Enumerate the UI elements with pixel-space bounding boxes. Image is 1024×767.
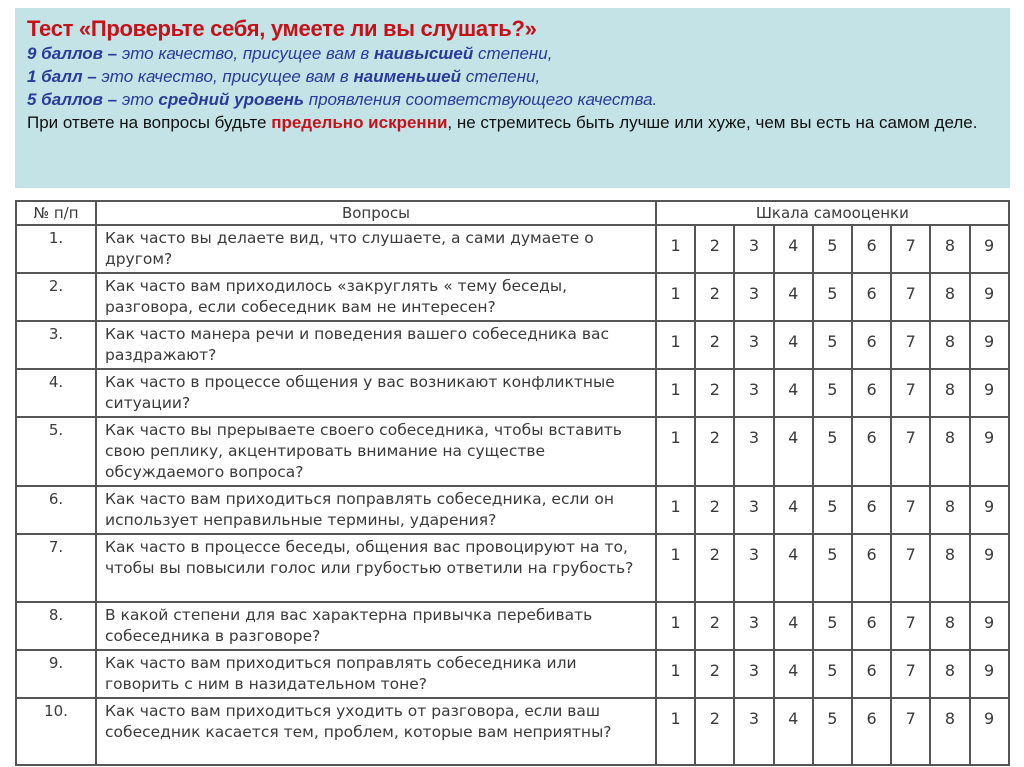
text: степени, bbox=[460, 67, 541, 86]
score-option[interactable]: 4 bbox=[774, 225, 813, 273]
score-option[interactable]: 3 bbox=[734, 650, 773, 698]
score-option[interactable]: 3 bbox=[734, 602, 773, 650]
page-title: Тест «Проверьте себя, умеете ли вы слушать?» bbox=[27, 16, 537, 41]
text: это качество, присущее вам в bbox=[117, 44, 374, 63]
question-text: Как часто манера речи и поведения вашего собеседника вас раздражают? bbox=[96, 321, 656, 369]
score-option[interactable]: 4 bbox=[774, 273, 813, 321]
score-option[interactable]: 7 bbox=[891, 602, 930, 650]
score-option[interactable]: 9 bbox=[970, 417, 1009, 486]
text: степени, bbox=[473, 44, 553, 63]
score-option[interactable]: 3 bbox=[734, 417, 773, 486]
row-number: 3. bbox=[16, 321, 96, 369]
score-option[interactable]: 4 bbox=[774, 698, 813, 765]
table-row bbox=[16, 417, 1009, 486]
col-question-header: Вопросы bbox=[96, 201, 656, 225]
question-text: Как часто вам приходилось «закруглять « тему беседы, разговора, если собеседник вам не интересен? bbox=[96, 273, 656, 321]
score-option[interactable]: 8 bbox=[930, 698, 969, 765]
scale-note-5 bbox=[27, 88, 998, 111]
score-option[interactable]: 8 bbox=[930, 486, 969, 534]
score-option[interactable]: 9 bbox=[970, 534, 1009, 602]
table-row bbox=[16, 534, 1009, 602]
col-scale-header: Шкала самооценки bbox=[656, 201, 1009, 225]
text: , не стремитесь быть лучше или хуже, чем вы есть на самом деле. bbox=[447, 113, 978, 132]
table-row bbox=[16, 273, 1009, 321]
table-row bbox=[16, 225, 1009, 273]
score-option[interactable]: 7 bbox=[891, 534, 930, 602]
row-number: 1. bbox=[16, 225, 96, 273]
scale-note-9 bbox=[27, 42, 998, 65]
score-option[interactable]: 1 bbox=[656, 321, 695, 369]
score-option[interactable]: 5 bbox=[813, 534, 852, 602]
score-option[interactable]: 1 bbox=[656, 534, 695, 602]
score-option[interactable]: 1 bbox=[656, 369, 695, 417]
question-text: Как часто в процессе беседы, общения вас провоцируют на то, чтобы вы повысили голос или грубостью ответили на грубость? bbox=[96, 534, 656, 602]
score-option[interactable]: 8 bbox=[930, 602, 969, 650]
score-option[interactable]: 9 bbox=[970, 602, 1009, 650]
score-option[interactable]: 3 bbox=[734, 321, 773, 369]
score-option[interactable]: 8 bbox=[930, 650, 969, 698]
score-option[interactable]: 5 bbox=[813, 369, 852, 417]
score-option[interactable]: 6 bbox=[852, 321, 891, 369]
score-option[interactable]: 2 bbox=[695, 602, 734, 650]
scale-note-1 bbox=[27, 65, 998, 88]
score-option[interactable]: 5 bbox=[813, 698, 852, 765]
score-option[interactable]: 5 bbox=[813, 321, 852, 369]
row-number: 10. bbox=[16, 698, 96, 765]
score-option[interactable]: 2 bbox=[695, 225, 734, 273]
score-option[interactable]: 7 bbox=[891, 369, 930, 417]
emphasis: средний уровень bbox=[158, 90, 305, 109]
question-text: В какой степени для вас характерна привычка перебивать собеседника в разговоре? bbox=[96, 602, 656, 650]
score-option[interactable]: 3 bbox=[734, 273, 773, 321]
score-option[interactable]: 4 bbox=[774, 650, 813, 698]
score-option[interactable]: 8 bbox=[930, 273, 969, 321]
score-option[interactable]: 1 bbox=[656, 273, 695, 321]
row-number: 7. bbox=[16, 534, 96, 602]
score-option[interactable]: 6 bbox=[852, 486, 891, 534]
score-option[interactable]: 9 bbox=[970, 225, 1009, 273]
score-option[interactable]: 4 bbox=[774, 321, 813, 369]
score-option[interactable]: 7 bbox=[891, 698, 930, 765]
score-option[interactable]: 6 bbox=[852, 650, 891, 698]
question-text: Как часто вы делаете вид, что слушаете, а сами думаете о другом? bbox=[96, 225, 656, 273]
row-number: 6. bbox=[16, 486, 96, 534]
score-option[interactable]: 5 bbox=[813, 602, 852, 650]
text: При ответе на вопросы будьте bbox=[27, 113, 272, 132]
row-number: 9. bbox=[16, 650, 96, 698]
score-option[interactable]: 2 bbox=[695, 369, 734, 417]
score-option[interactable]: 5 bbox=[813, 486, 852, 534]
label: 1 балл – bbox=[27, 67, 97, 86]
question-text: Как часто вам приходиться поправлять собеседника или говорить с ним в назидательном тоне? bbox=[96, 650, 656, 698]
score-option[interactable]: 3 bbox=[734, 698, 773, 765]
score-option[interactable]: 6 bbox=[852, 369, 891, 417]
col-num-header: № п/п bbox=[16, 201, 96, 225]
score-option[interactable]: 5 bbox=[813, 417, 852, 486]
score-option[interactable]: 1 bbox=[656, 417, 695, 486]
text: это bbox=[117, 90, 159, 109]
table-row bbox=[16, 369, 1009, 417]
score-option[interactable]: 6 bbox=[852, 273, 891, 321]
score-option[interactable]: 5 bbox=[813, 650, 852, 698]
text: проявления соответствующего качества. bbox=[304, 90, 658, 109]
instructions-panel bbox=[15, 8, 1010, 188]
score-option[interactable]: 7 bbox=[891, 486, 930, 534]
table-row bbox=[16, 650, 1009, 698]
table-row bbox=[16, 698, 1009, 765]
text: это качество, присущее вам в bbox=[96, 67, 354, 86]
row-number: 2. bbox=[16, 273, 96, 321]
score-option[interactable]: 9 bbox=[970, 486, 1009, 534]
score-option[interactable]: 4 bbox=[774, 602, 813, 650]
score-option[interactable]: 4 bbox=[774, 369, 813, 417]
score-option[interactable]: 5 bbox=[813, 273, 852, 321]
score-option[interactable]: 8 bbox=[930, 417, 969, 486]
question-text: Как часто вы прерываете своего собеседника, чтобы вставить свою реплику, акцентировать внимание на существе обсуждаемого вопроса? bbox=[96, 417, 656, 486]
score-option[interactable]: 8 bbox=[930, 225, 969, 273]
question-text: Как часто в процессе общения у вас возникают конфликтные ситуации? bbox=[96, 369, 656, 417]
row-number: 8. bbox=[16, 602, 96, 650]
score-option[interactable]: 3 bbox=[734, 225, 773, 273]
score-option[interactable]: 6 bbox=[852, 602, 891, 650]
score-option[interactable]: 1 bbox=[656, 650, 695, 698]
score-option[interactable]: 8 bbox=[930, 369, 969, 417]
score-option[interactable]: 2 bbox=[695, 486, 734, 534]
score-option[interactable]: 2 bbox=[695, 534, 734, 602]
score-option[interactable]: 6 bbox=[852, 534, 891, 602]
row-number: 4. bbox=[16, 369, 96, 417]
table-header bbox=[16, 201, 1009, 225]
question-text: Как часто вам приходиться уходить от разговора, если ваш собеседник касается тем, проблем, которые вам неприятны? bbox=[96, 698, 656, 765]
score-option[interactable]: 8 bbox=[930, 534, 969, 602]
score-option[interactable]: 3 bbox=[734, 369, 773, 417]
emphasis: наименьшей bbox=[353, 67, 461, 86]
score-option[interactable]: 1 bbox=[656, 698, 695, 765]
score-option[interactable]: 2 bbox=[695, 417, 734, 486]
questionnaire-table bbox=[15, 200, 1010, 766]
score-option[interactable]: 1 bbox=[656, 602, 695, 650]
score-option[interactable]: 6 bbox=[852, 698, 891, 765]
score-option[interactable]: 9 bbox=[970, 698, 1009, 765]
score-option[interactable]: 5 bbox=[813, 225, 852, 273]
row-number: 5. bbox=[16, 417, 96, 486]
score-option[interactable]: 2 bbox=[695, 321, 734, 369]
score-option[interactable]: 9 bbox=[970, 273, 1009, 321]
emphasis: наивысшей bbox=[373, 44, 474, 63]
score-option[interactable]: 7 bbox=[891, 225, 930, 273]
emphasis: предельно искренни bbox=[271, 113, 448, 132]
score-option[interactable]: 1 bbox=[656, 225, 695, 273]
question-text: Как часто вам приходиться поправлять собеседника, если он использует неправильные термины, ударения? bbox=[96, 486, 656, 534]
score-option[interactable]: 2 bbox=[695, 273, 734, 321]
score-option[interactable]: 3 bbox=[734, 486, 773, 534]
score-option[interactable]: 2 bbox=[695, 650, 734, 698]
score-option[interactable]: 4 bbox=[774, 534, 813, 602]
score-option[interactable]: 4 bbox=[774, 486, 813, 534]
score-option[interactable]: 4 bbox=[774, 417, 813, 486]
table-row bbox=[16, 602, 1009, 650]
score-option[interactable]: 9 bbox=[970, 369, 1009, 417]
score-option[interactable]: 9 bbox=[970, 321, 1009, 369]
table-row bbox=[16, 321, 1009, 369]
score-option[interactable]: 7 bbox=[891, 417, 930, 486]
score-option[interactable]: 3 bbox=[734, 534, 773, 602]
score-option[interactable]: 6 bbox=[852, 225, 891, 273]
score-option[interactable]: 8 bbox=[930, 321, 969, 369]
score-option[interactable]: 7 bbox=[891, 321, 930, 369]
score-option[interactable]: 9 bbox=[970, 650, 1009, 698]
label: 9 баллов – bbox=[27, 44, 118, 63]
score-option[interactable]: 6 bbox=[852, 417, 891, 486]
score-option[interactable]: 2 bbox=[695, 698, 734, 765]
label: 5 баллов – bbox=[27, 90, 118, 109]
table-row bbox=[16, 486, 1009, 534]
score-option[interactable]: 7 bbox=[891, 650, 930, 698]
answer-instruction bbox=[27, 111, 998, 135]
score-option[interactable]: 1 bbox=[656, 486, 695, 534]
score-option[interactable]: 7 bbox=[891, 273, 930, 321]
